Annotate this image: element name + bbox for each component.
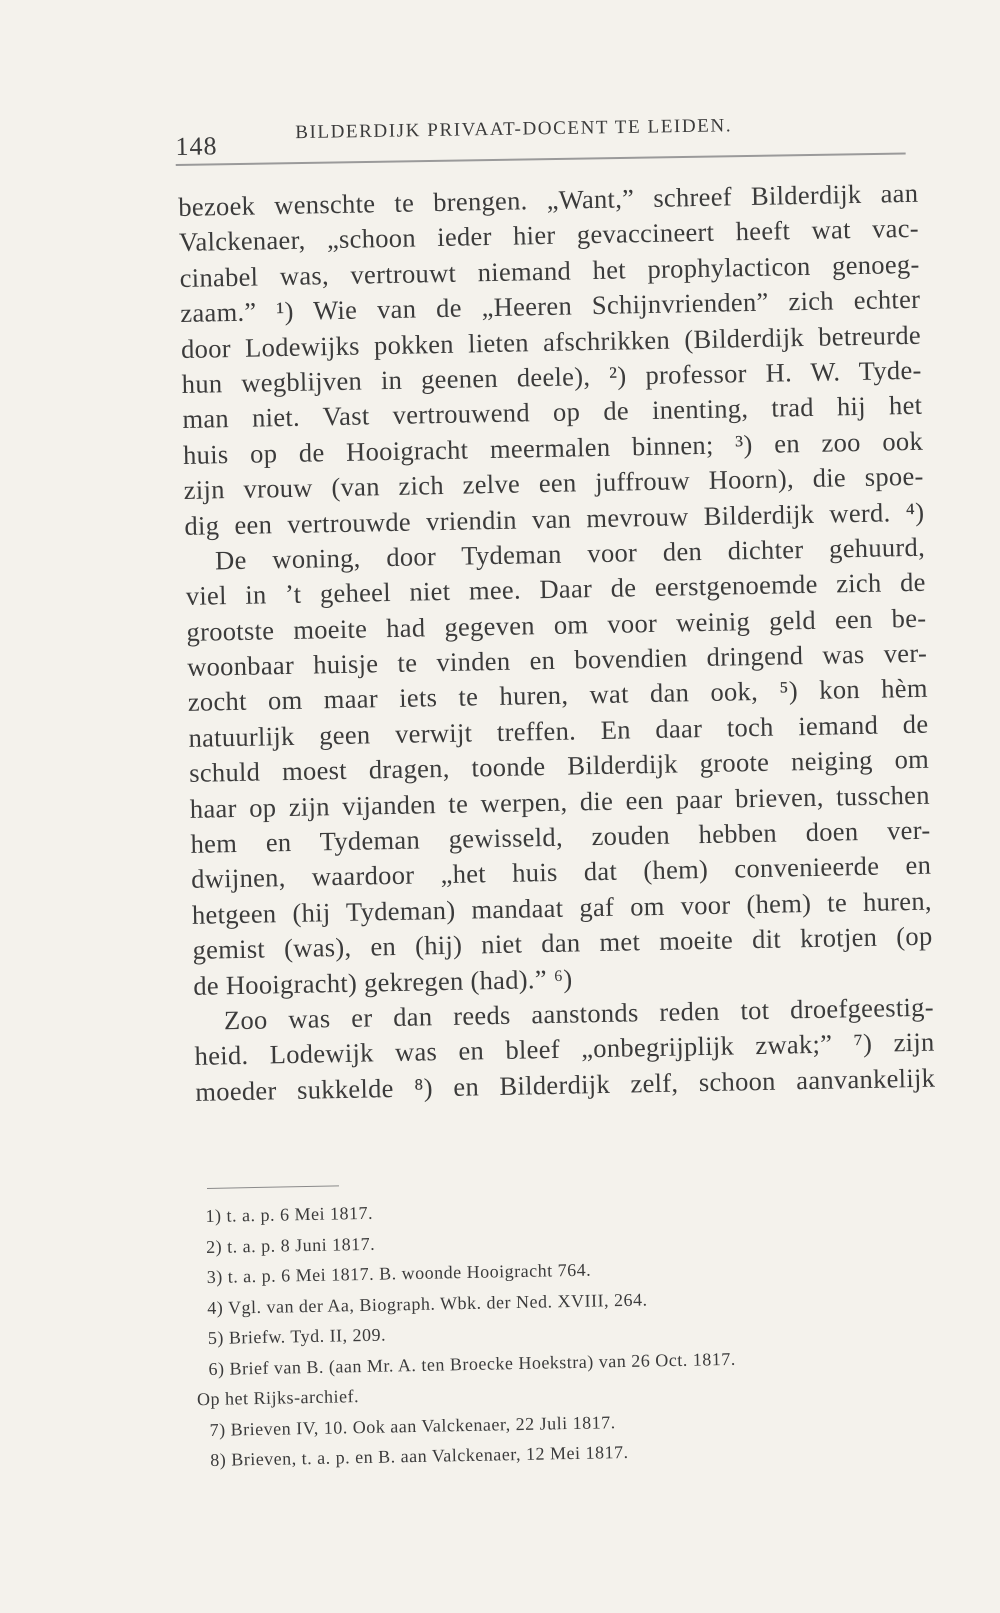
text-line: schuld moest dragen, toonde Bilderdijk groote neiging om	[188, 743, 930, 789]
footnote: 5) Briefw. Tyd. II, 209.	[207, 1324, 387, 1348]
running-head: BILDERDIJK PRIVAAT-DOCENT TE LEIDEN.	[295, 115, 733, 144]
text-line: woonbaar huisje te vinden en bovendien dringend was ver-	[186, 637, 928, 682]
text-line: de Hooigracht) gekregen (had).” ⁶)	[192, 963, 573, 1001]
text-line: gemist (was), en (hij) niet dan met moeite dit krotjen (op	[192, 920, 933, 966]
page-header	[175, 106, 910, 161]
text-line: zaam.” ¹) Wie van de „Heeren Schijnvrienden” zich echter	[180, 283, 921, 329]
footnote: 6) Brief van B. (aan Mr. A. ten Broecke Hoekstra) van 26 Oct. 1817.	[208, 1348, 736, 1379]
footnotes	[196, 1174, 950, 1476]
body-text	[178, 176, 936, 1110]
text-line: grootste moeite had gegeven om voor weinig geld een be-	[186, 602, 927, 647]
text-line: huis op de Hooigracht meermalen binnen; ³) en zoo ook	[182, 425, 924, 470]
text-line: heid. Lodewijk was en bleef „onbegrijplijk zwak;” ⁷) zijn	[194, 1027, 935, 1072]
text-line: De woning, door Tydeman voor den dichter gehuurd,	[214, 531, 926, 576]
text-line: dig een vertrouwde vriendin van mevrouw Bilderdijk werd. ⁴)	[184, 496, 925, 541]
text-line: Zoo was er dan reeds aanstonds reden tot droefgeestig-	[223, 991, 935, 1036]
text-line: natuurlijk geen verwijt treffen. En daar toch iemand de	[188, 708, 929, 753]
text-line: bezoek wenschte te brengen. „Want,” schreef Bilderdijk aan	[178, 177, 919, 222]
footnote: 7) Brieven IV, 10. Ook aan Valckenaer, 22 Juli 1817.	[209, 1411, 616, 1440]
text-line: hetgeen (hij Tydeman) mandaat gaf om voor (hem) te huren,	[191, 885, 933, 930]
footnote: 3) t. a. p. 6 Mei 1817. B. woonde Hooigracht 764.	[206, 1259, 592, 1287]
header-rule	[176, 153, 906, 166]
text-line: dwijnen, waardoor „het huis dat (hem) convenieerde en	[190, 850, 932, 895]
footnote: 1) t. a. p. 6 Mei 1817.	[205, 1202, 374, 1226]
text-line: zocht om maar iets te huren, wat dan ook, ⁵) kon hèm	[187, 673, 928, 718]
text-line: door Lodewijks pokken lieten afschrikken (Bilderdijk betreurde	[180, 319, 922, 364]
text-line: viel in ’t geheel niet mee. Daar de eerstgenoemde zich de	[185, 567, 926, 612]
footnote-rule	[207, 1185, 339, 1189]
text-line: Valckenaer, „schoon ieder hier gevaccineert heeft wat vac-	[178, 213, 920, 258]
footnote-continuation: Op het Rijks-archief.	[196, 1386, 360, 1410]
footnote: 4) Vgl. van der Aa, Biograph. Wbk. der Ned. XVIII, 264.	[207, 1289, 648, 1318]
text-line: zijn vrouw (van zich zelve een juffrouw Hoorn), die spoe-	[183, 460, 924, 506]
text-line: cinabel was, vertrouwt niemand het prophylacticon genoeg-	[179, 248, 920, 293]
text-line: hun wegblijven in geenen deele), ²) professor H. W. Tyde-	[181, 354, 922, 399]
footnote: 8) Brieven, t. a. p. en B. aan Valckenaer, 12 Mei 1817.	[210, 1441, 629, 1470]
text-line: hem en Tydeman gewisseld, zouden hebben doen ver-	[190, 814, 931, 859]
text-line: man niet. Vast vertrouwend op de inenting, trad hij het	[182, 390, 923, 435]
page-number: 148	[175, 131, 218, 161]
text-line: haar op zijn vijanden te werpen, die een paar brieven, tusschen	[189, 779, 931, 824]
footnote: 2) t. a. p. 8 Juni 1817.	[205, 1233, 376, 1257]
text-line: moeder sukkelde ⁸) en Bilderdijk zelf, schoon aanvankelijk	[195, 1062, 936, 1107]
